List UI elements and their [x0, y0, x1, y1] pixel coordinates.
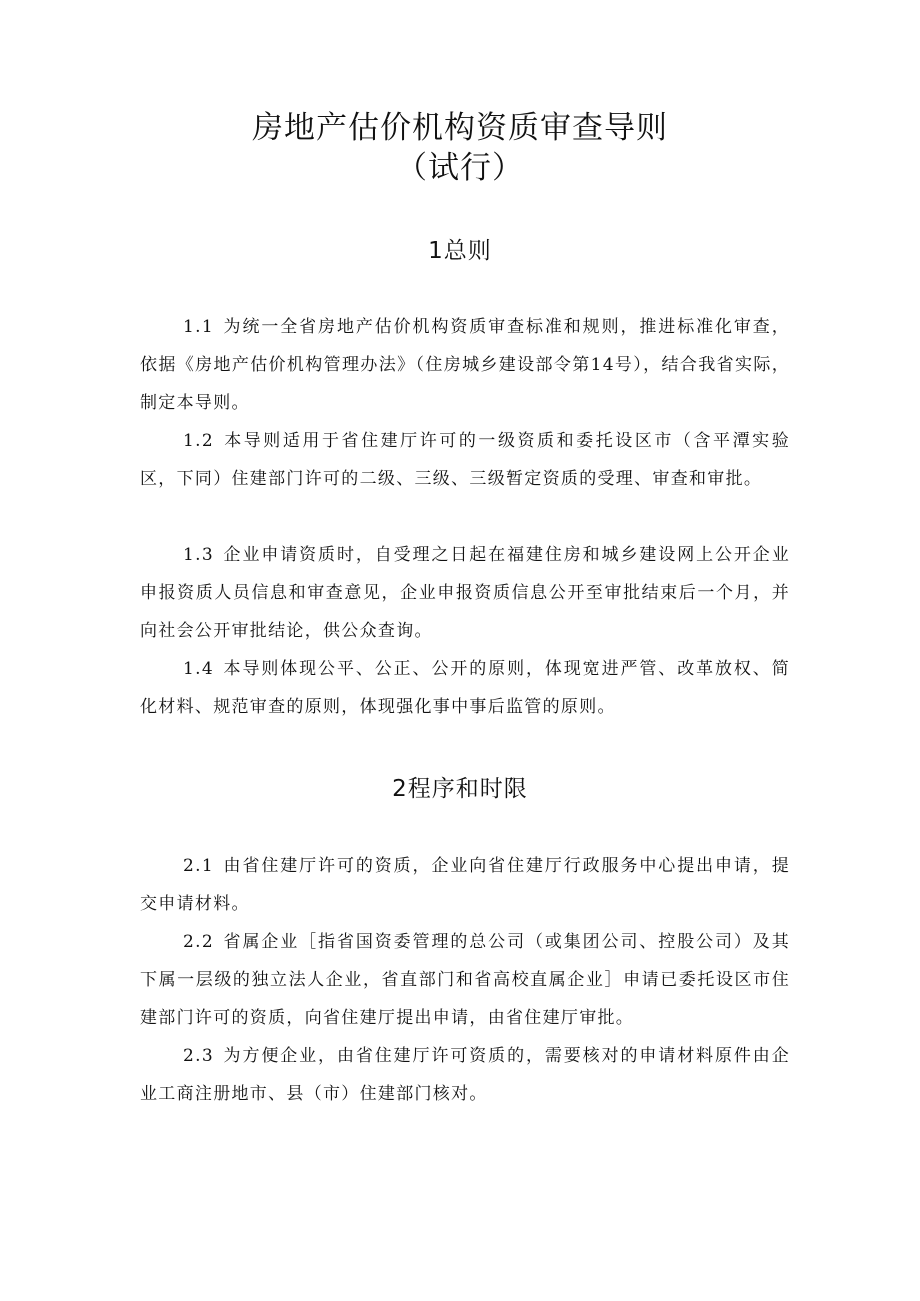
paragraph-text: 省属企业［指省国资委管理的总公司（或集团公司、控股公司）及其下属一层级的独立法人企业，省直部门和省高校直属企业］申请已委托设区市住建部门许可的资质，向省住建厅提出申请，由省住建厅审批。 — [140, 932, 790, 1028]
paragraph-1-1 — [140, 308, 790, 422]
paragraph-text: 本导则体现公平、公正、公开的原则，体现宽进严管、改革放权、简化材料、规范审查的原则，体现强化事中事后监管的原则。 — [140, 659, 790, 717]
paragraph-text: 企业申请资质时，自受理之日起在福建住房和城乡建设网上公开企业申报资质人员信息和审查意见，企业申报资质信息公开至审批结束后一个月，并向社会公开审批结论，供公众查询。 — [140, 545, 790, 641]
paragraph-number: 2.1 — [183, 856, 214, 876]
paragraph-number: 2.2 — [183, 932, 214, 952]
paragraph-number: 1.3 — [183, 545, 214, 565]
paragraph-number: 1.1 — [183, 317, 214, 337]
paragraph-1-4 — [140, 650, 790, 726]
paragraph-number: 1.2 — [183, 431, 214, 451]
paragraph-2-2 — [140, 923, 790, 1037]
paragraph-number: 2.3 — [183, 1046, 214, 1066]
paragraph-2-1 — [140, 847, 790, 923]
paragraph-1-2 — [140, 422, 790, 498]
paragraph-1-3 — [140, 536, 790, 650]
document-title: 房地产估价机构资质审查导则 — [252, 110, 668, 146]
paragraph-text: 本导则适用于省住建厅许可的一级资质和委托设区市（含平潭实验区，下同）住建部门许可的二级、三级、三级暂定资质的受理、审查和审批。 — [140, 431, 790, 489]
paragraph-number: 1.4 — [183, 659, 214, 679]
paragraph-text: 由省住建厅许可的资质，企业向省住建厅行政服务中心提出申请，提交申请材料。 — [140, 856, 790, 914]
section-heading-procedure: 2程序和时限 — [392, 776, 528, 802]
section-heading-general: 1总则 — [428, 238, 492, 264]
document-subtitle: （试行） — [396, 150, 524, 186]
paragraph-text: 为统一全省房地产估价机构资质审查标准和规则，推进标准化审查，依据《房地产估价机构管理办法》（住房城乡建设部令第14号），结合我省实际，制定本导则。 — [140, 317, 790, 413]
paragraph-2-3 — [140, 1037, 790, 1113]
paragraph-text: 为方便企业，由省住建厅许可资质的，需要核对的申请材料原件由企业工商注册地市、县（市）住建部门核对。 — [140, 1046, 790, 1104]
